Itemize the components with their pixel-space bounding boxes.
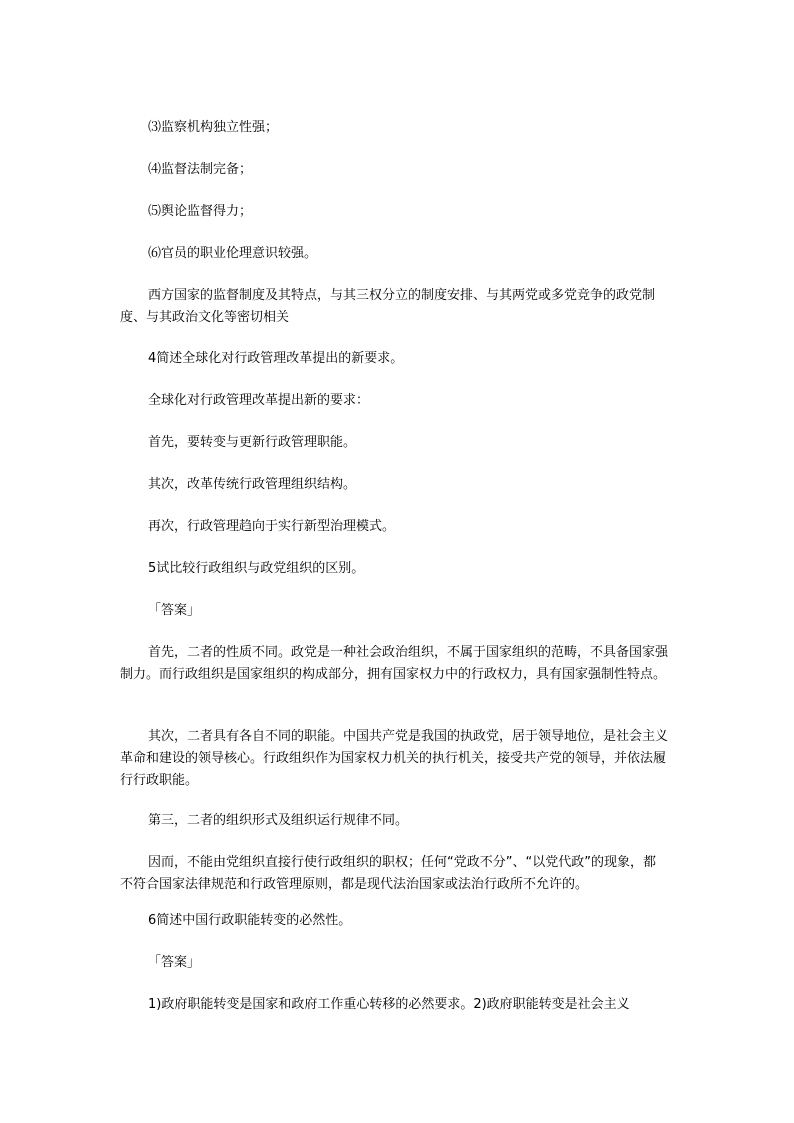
answer-label-6: 「答案」	[148, 955, 201, 970]
paragraph-nature-difference: 首先，二者的性质不同。政党是一种社会政治组织，不属于国家组织的范畴，不具备国家强制力。而行政组织是国家组织的构成部分，拥有国家权力中的行政权力，具有国家强制性特点。	[120, 645, 669, 682]
paragraph-function-change: 1)政府职能转变是国家和政府工作重心转移的必然要求。2)政府职能转变是社会主义	[148, 997, 630, 1012]
paragraph-public-opinion: ⑸舆论监督得力；	[148, 204, 253, 219]
paragraph-second-point: 其次，改革传统行政管理组织结构。	[148, 477, 357, 492]
paragraph-supervision-independence: ⑶监察机构独立性强；	[148, 120, 279, 135]
paragraph-third-point: 再次，行政管理趋向于实行新型治理模式。	[148, 519, 396, 534]
question-5-heading: 5试比较行政组织与政党组织的区别。	[148, 561, 365, 576]
paragraph-conclusion: 因而，不能由党组织直接行使行政组织的职权；任何“党政不分”、“以党代政”的现象，都不符合国家法律规范和行政管理原则，都是现代法治国家或法治行政所不允许的。	[120, 855, 656, 892]
paragraph-western-supervision: 西方国家的监督制度及其特点，与其三权分立的制度安排、与其两党或多党竞争的政党制度、与其政治文化等密切相关	[120, 288, 656, 325]
paragraph-supervision-law: ⑷监督法制完备；	[148, 162, 253, 177]
paragraph-form-difference: 第三，二者的组织形式及组织运行规律不同。	[148, 813, 409, 828]
question-4-heading: 4简述全球化对行政管理改革提出的新要求。	[148, 351, 404, 366]
paragraph-function-difference: 其次，二者具有各自不同的职能。中国共产党是我国的执政党，居于领导地位，是社会主义革命和建设的领导核心。行政组织作为国家权力机关的执行机关，接受共产党的领导，并依法履行行政职能。	[120, 729, 669, 788]
paragraph-first-point: 首先，要转变与更新行政管理职能。	[148, 435, 357, 450]
answer-label-5: 「答案」	[148, 603, 201, 618]
paragraph-official-ethics: ⑹官员的职业伦理意识较强。	[148, 246, 318, 261]
paragraph-globalization-intro: 全球化对行政管理改革提出新的要求：	[148, 393, 370, 408]
question-6-heading: 6简述中国行政职能转变的必然性。	[148, 913, 352, 928]
